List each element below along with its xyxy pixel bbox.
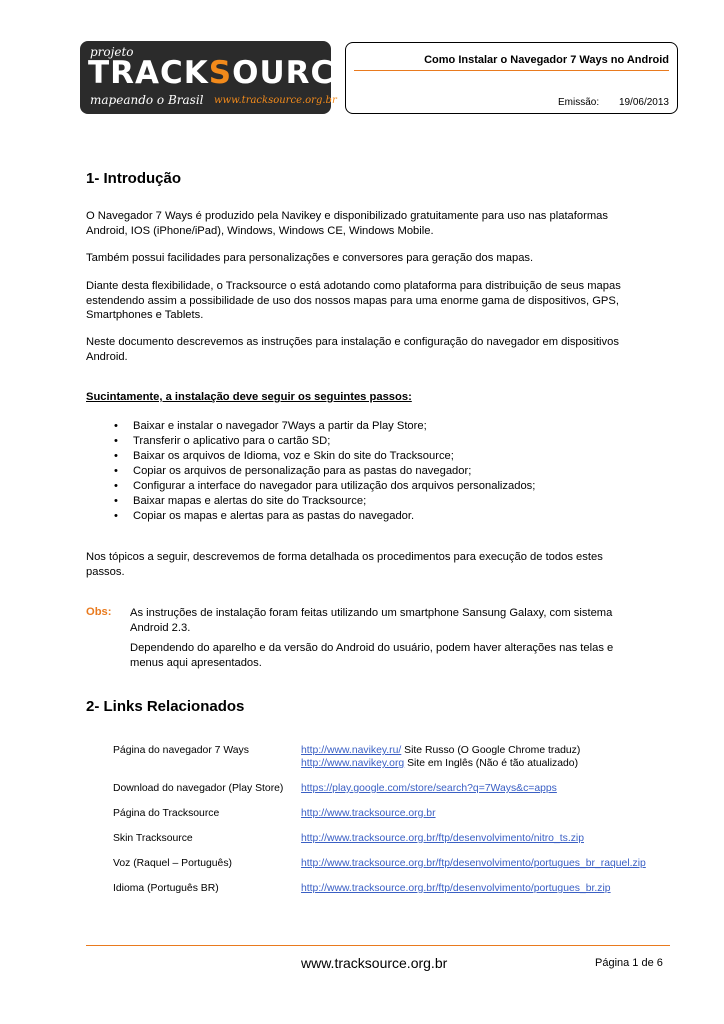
logo-brand: TRACKSOURCE — [88, 55, 357, 91]
section-2-heading: 2- Links Relacionados — [86, 698, 245, 715]
link-value-idioma — [301, 882, 611, 895]
logo-tagline: mapeando o Brasil — [90, 93, 204, 107]
list-item: • Configurar a interface do navegador para utilização dos arquivos personalizados; — [114, 480, 536, 492]
section-1-heading: 1- Introdução — [86, 170, 182, 187]
list-item: • Baixar mapas e alertas do site do Tracksource; — [114, 495, 367, 507]
link-value-7ways: http://www.navikey.ru/ Site Russo (O Google Chrome traduz) http://www.navikey.org Site em Inglês (Não é tão atualizado) — [301, 745, 581, 769]
link-label-tracksource: Página do Tracksource — [113, 808, 220, 819]
header-divider — [354, 70, 669, 71]
link-value-playstore — [301, 782, 557, 795]
navikey-org-link[interactable]: http://www.navikey.org — [301, 758, 405, 769]
logo-projeto: projeto — [90, 45, 134, 59]
intro-paragraph-2: Também possui facilidades para personalizações e conversores para geração dos mapas. — [86, 252, 534, 264]
link-label-voz: Voz (Raquel – Português) — [113, 858, 232, 869]
list-item: • Copiar os mapas e alertas para as pastas do navegador. — [114, 510, 415, 522]
list-item: • Copiar os arquivos de personalização para as pastas do navegador; — [114, 465, 472, 477]
idioma-link[interactable]: http://www.tracksource.org.br/ftp/desenvolvimento/portugues_br.zip — [301, 883, 611, 894]
obs-label: Obs: — [86, 606, 112, 618]
obs-note-2: Dependendo do aparelho e da versão do Android do usuário, podem haver alterações nas telas e menus aqui apresentados. — [130, 642, 614, 669]
skin-link[interactable]: http://www.tracksource.org.br/ftp/desenvolvimento/nitro_ts.zip — [301, 833, 584, 844]
tracksource-link[interactable]: http://www.tracksource.org.br — [301, 808, 436, 819]
footer-divider — [86, 945, 670, 946]
topics-paragraph: Nos tópicos a seguir, descrevemos de forma detalhada os procedimentos para execução de todos estes passos. — [86, 551, 603, 578]
link-label-7ways: Página do navegador 7 Ways — [113, 745, 249, 756]
emissao-label: Emissão: — [558, 97, 600, 108]
logo-site: www.tracksource.org.br — [214, 95, 337, 106]
intro-paragraph-1: O Navegador 7 Ways é produzido pela Navikey e disponibilizado gratuitamente para uso nas plataformas Android, IOS (iPhone/iPad), Windows, Windows CE, Windows Mobile. — [86, 210, 608, 237]
voz-link[interactable]: http://www.tracksource.org.br/ftp/desenvolvimento/portugues_br_raquel.zip — [301, 858, 646, 869]
link-value-voz — [301, 857, 646, 870]
link-value-skin — [301, 832, 584, 845]
tracksource-logo — [80, 41, 357, 114]
obs-note-1: As instruções de instalação foram feitas utilizando um smartphone Sansung Galaxy, com sistema Android 2.3. — [130, 607, 613, 634]
steps-list — [109, 419, 535, 524]
list-item: • Transferir o aplicativo para o cartão SD; — [114, 435, 331, 447]
intro-paragraph-3: Diante desta flexibilidade, o Tracksource o está adotando como plataforma para distribuição de seus mapas estendendo assim a possibilidade de uso dos nossos mapas para uma enorme gama de dispositivos, GPS, Smartphones e Tablets. — [86, 280, 621, 321]
navikey-ru-link[interactable]: http://www.navikey.ru/ — [301, 745, 402, 756]
footer-site: www.tracksource.org.br — [301, 955, 448, 971]
list-item: • Baixar os arquivos de Idioma, voz e Skin do site do Tracksource; — [114, 450, 454, 462]
list-item: • Baixar e instalar o navegador 7Ways a partir da Play Store; — [114, 420, 427, 432]
link-value-tracksource — [301, 807, 436, 820]
link-label-idioma: Idioma (Português BR) — [113, 883, 219, 894]
steps-title: Sucintamente, a instalação deve seguir os seguintes passos: — [86, 391, 412, 403]
playstore-link[interactable]: https://play.google.com/store/search?q=7Ways&c=apps — [301, 783, 557, 794]
doc-title: Como Instalar o Navegador 7 Ways no Android — [424, 54, 669, 66]
emissao-date: 19/06/2013 — [618, 97, 669, 108]
header-box — [345, 42, 678, 114]
link-label-skin: Skin Tracksource — [113, 833, 193, 844]
link-label-playstore: Download do navegador (Play Store) — [113, 783, 284, 794]
page-number: Página 1 de 6 — [595, 957, 663, 969]
intro-paragraph-4: Neste documento descrevemos as instruções para instalação e configuração do navegador em dispositivos Android. — [86, 336, 619, 363]
